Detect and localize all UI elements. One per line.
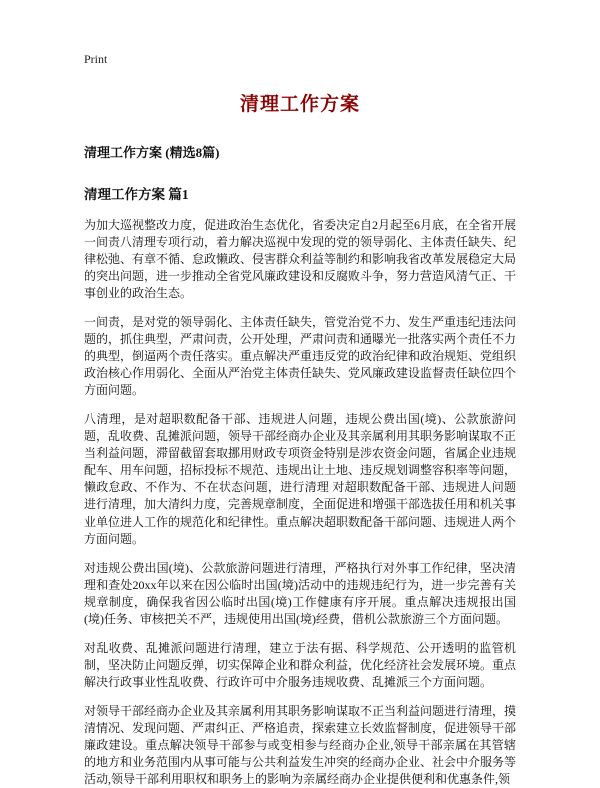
section-heading: 清理工作方案 篇1	[84, 187, 189, 202]
print-link[interactable]: Print	[84, 52, 108, 66]
paragraph: 一间责，是对党的领导弱化、主体责任缺失，管党治党不力、发生严重违纪违法问题的，抓住典型，严肃问责，公开处理，严肃问责和通曝光一批落实两个责任不力的典型，倒逼两个责任落实。重点解决严重违反党的政治纪律和政治规矩、党组织政治核心作用弱化、全面从严治党主体责任缺失、党风廉政建设监督责任缺位四个方面问题。	[84, 315, 517, 398]
document-subtitle: 清理工作方案 (精选8篇)	[84, 145, 220, 160]
paragraph: 对乱收费、乱摊派问题进行清理，建立于法有据、科学规范、公开透明的监管机制，坚决防止问题反弹，切实保障企业和群众利益，优化经济社会发展环境。重点解决行政事业性乱收费、行政许可中介服务违规收费、乱摊派三个方面问题。	[84, 640, 517, 689]
paragraph: 八清理，是对超职数配备干部、违规进人问题，违规公费出国(境)、公款旅游问题，乱收费、乱摊派问题，领导干部经商办企业及其亲属利用其职务影响谋取不正当利益问题，滞留截留套取挪用财政专项资金特别是涉农资金问题，省属企业违规配车、用车问题，招标投标不规范、违规出让土地、违反规划调整容积率等问题，懒政怠政、不作为、不在状态问题，进行清理 对超职数配备干部、违规进人问题进行清理，加大清纠力度，完善规章制度，全面促进和增强干部选拔任用和机关事业单位进人工作的规范化和纪律性。重点解决超职数配备干部问题、违规进人两个方面问题。	[84, 412, 517, 546]
document-title: 清理工作方案	[239, 94, 360, 115]
paragraph: 对领导干部经商办企业及其亲属利用其职务影响谋取不正当利益问题进行清理，摸清情况、发现问题、严肃纠正、严格追责，探索建立长效监督制度，促进领导干部廉政建设。重点解决领导干部参与或变相参与经商办企业,领导干部亲属在其管辖的地方和业务范围内从事可能与公共利益发生冲突的经商办企业、社会中介服务等活动,领导干部利用职权和职务上的影响为亲属经商办企业提供便利和优惠条件,领	[84, 703, 517, 786]
paragraph: 对违规公费出国(境)、公款旅游问题进行清理，严格执行对外事工作纪律，坚决清理和查处20xx年以来在因公临时出国(境)活动中的违规违纪行为，进一步完善有关规章制度，确保我省因公临时出国(境)工作健康有序开展。重点解决违规报出国(境)任务、审核把关不严，违规使用出国(境)经费，借机公款旅游三个方面问题。	[84, 560, 516, 626]
paragraph: 为加大巡视整改力度，促进政治生态优化，省委决定自2月起至6月底，在全省开展一间责八清理专项行动，着力解决巡视中发现的党的领导弱化、主体责任缺失、纪律松弛、有章不循、怠政懒政、侵害群众利益等制约和影响我省改革发展稳定大局的突出问题，进一步推动全省党风廉政建设和反腐败斗争，努力营造风清气正、干事创业的政治生态。	[84, 218, 517, 301]
